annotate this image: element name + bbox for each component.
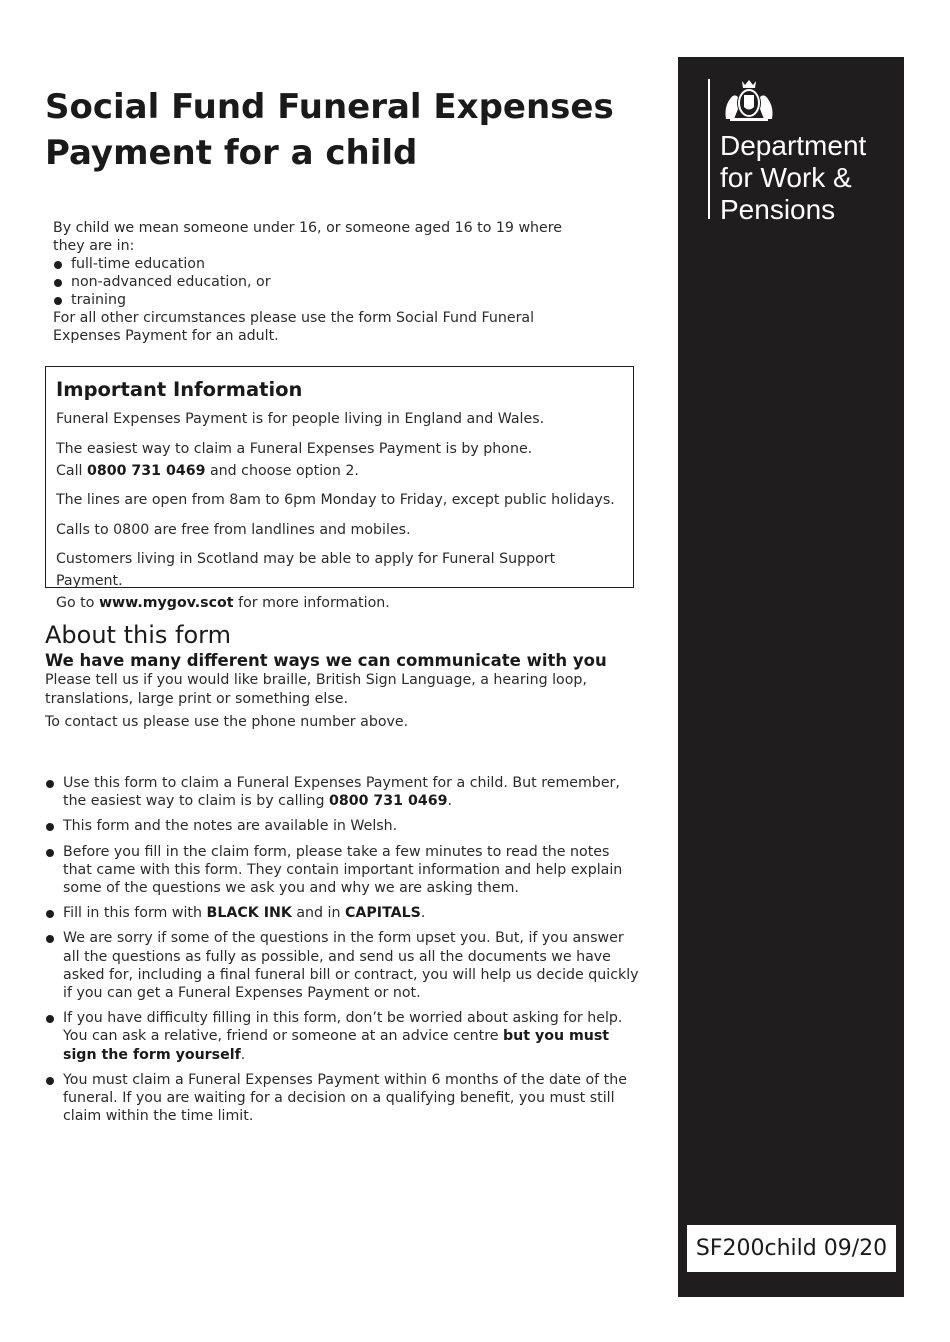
list-item: This form and the notes are available in Welsh. [45,817,640,835]
dept-line-1: Department [720,130,867,161]
department-name [720,130,866,226]
list-item [45,774,640,810]
note-end: . [240,1046,246,1063]
note-end: . [447,793,452,810]
communication-subheading: We have many different ways we can communicate with you [45,651,607,670]
list-item: non-advanced education, or [53,273,593,291]
form-code: SF200child 09/20 [687,1225,896,1272]
list-item [45,1009,640,1064]
dwp-sidebar [678,57,904,1297]
more-info-label: for more information. [238,595,390,611]
logo-divider [708,79,710,219]
call-label: Call [56,462,83,479]
note-text: If you have difficulty filling in this form, don’t be worried about asking for help. You can ask a relative, friend or someone at an advice centre [63,1010,623,1045]
goto-label: Go to [56,595,95,611]
note-bold: BLACK INK [206,905,292,922]
note-bold: CAPITALS [345,905,421,922]
dept-line-3: Pensions [720,194,836,225]
important-heading: Important Information [56,378,303,401]
royal-crest-icon [720,79,778,123]
contact-note: To contact us please use the phone number above. [45,714,409,730]
note-bold: but you must sign the form yourself [63,1028,610,1063]
list-item: Before you fill in the claim form, please take a few minutes to read the notes that came with this form. They contain important information and help explain some of the questions we ask you and why we are asking them. [45,843,640,898]
england-wales-note: Funeral Expenses Payment is for people living in England and Wales. [56,411,545,427]
important-information-box [45,366,634,611]
list-item: training [53,291,593,309]
intro-section [53,219,593,345]
website-link: www.mygov.scot [98,595,234,611]
list-item: full-time education [53,255,593,273]
note-end: . [420,905,426,922]
list-item: We are sorry if some of the questions in the form upset you. But, if you answer all the questions as fully as possible, and send us all the documents we have asked for, including a final funeral bill or contract, you will help us decide quickly if you can get a Funeral Expenses Payment or not. [45,929,640,1002]
title-line-1: Social Fund Funeral Expenses [45,87,614,127]
other-circumstances: For all other circumstances please use the form Social Fund Funeral Expenses Payment for an adult. [53,310,535,344]
option-note: and choose option 2. [209,462,359,479]
phone-number: 0800 731 0469 [87,462,206,479]
title-line-2: Payment for a child [45,133,418,173]
intro-list [53,255,593,309]
claim-by-phone [56,438,623,482]
dept-line-2: for Work & [720,162,852,193]
phone-note: The easiest way to claim a Funeral Expenses Payment is by phone. [56,440,533,457]
note-text: Use this form to claim a Funeral Expenses Payment for a child. But remember, the easiest way to claim is by calling [63,775,620,810]
note-phone: 0800 731 0469 [329,793,448,810]
note-text: and in [296,905,341,922]
page-title [45,84,645,176]
list-item [45,904,640,922]
scotland-text: Customers living in Scotland may be able to apply for Funeral Support Payment. [56,551,556,589]
list-item: You must claim a Funeral Expenses Payment within 6 months of the date of the funeral. If you are waiting for a decision on a qualifying benefit, you must still claim within the time limit. [45,1071,640,1126]
scotland-note [56,548,623,614]
about-heading: About this form [45,621,231,649]
note-text: Fill in this form with [63,905,202,922]
free-calls-note: Calls to 0800 are free from landlines and mobiles. [56,521,411,538]
child-definition: By child we mean someone under 16, or someone aged 16 to 19 where they are in: [53,220,563,254]
notes-list [45,774,640,1132]
accessibility-note: Please tell us if you would like braille, British Sign Language, a hearing loop, translations, large print or something else. [45,672,587,707]
opening-hours: The lines are open from 8am to 6pm Monday to Friday, except public holidays. [56,492,615,508]
about-section [45,619,635,737]
